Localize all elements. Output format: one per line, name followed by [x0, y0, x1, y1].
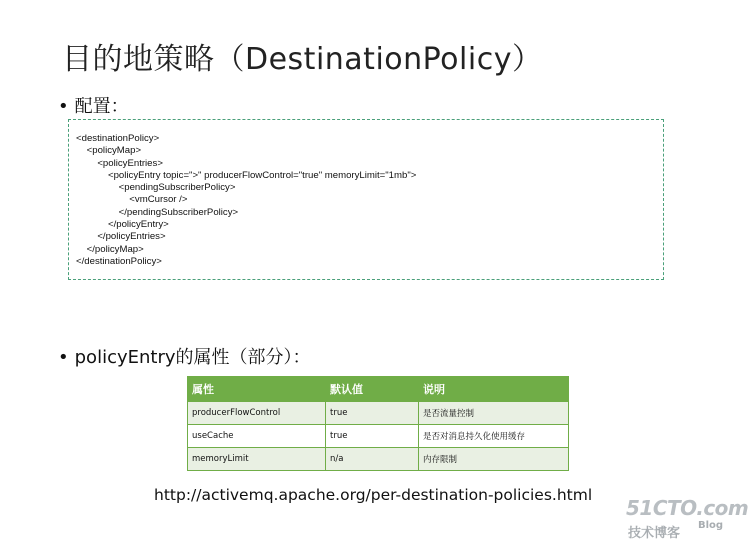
header-attribute: 属性 [188, 377, 326, 402]
table-row [188, 425, 569, 448]
code-content [76, 133, 416, 268]
table-row [188, 402, 569, 425]
code-line: <destinationPolicy> [76, 133, 160, 144]
watermark-blog: Blog [698, 520, 724, 531]
code-line: <policyEntry topic=">" producerFlowControl="true" memoryLimit="1mb"> [76, 169, 417, 181]
table-header-row [188, 377, 569, 402]
cell-attribute: memoryLimit [188, 448, 326, 471]
code-line: </policyEntry> [76, 219, 169, 231]
config-label: 配置： [74, 96, 129, 117]
cell-description: 是否流量控制 [419, 402, 569, 425]
cell-description: 是否对消息持久化使用缓存 [419, 425, 569, 448]
code-block [68, 119, 664, 280]
slide-title: 目的地策略（DestinationPolicy） [62, 42, 543, 77]
watermark-sub: 技术博客 [628, 526, 681, 541]
reference-url: http://activemq.apache.org/per-destination-policies.html [154, 486, 593, 504]
watermark-logo [626, 496, 748, 544]
cell-default: true [326, 425, 419, 448]
code-line: </destinationPolicy> [76, 255, 162, 267]
code-line: </policyEntries> [76, 231, 166, 243]
code-line: <policyMap> [76, 145, 142, 157]
cell-default: true [326, 402, 419, 425]
cell-description: 内存限制 [419, 448, 569, 471]
bullet-dot: • [58, 347, 69, 368]
table-row [188, 448, 569, 471]
header-description: 说明 [419, 377, 569, 402]
code-line: </policyMap> [76, 243, 144, 255]
bullet-dot: • [58, 96, 69, 117]
header-default: 默认值 [326, 377, 419, 402]
code-line: </pendingSubscriberPolicy> [76, 206, 239, 218]
code-line: <vmCursor /> [76, 194, 188, 206]
cell-attribute: useCache [188, 425, 326, 448]
attrs-label: policyEntry的属性（部分）： [74, 347, 311, 368]
watermark-main: 51CTO.com [626, 496, 748, 520]
config-bullet [58, 92, 129, 118]
code-line: <policyEntries> [76, 157, 163, 169]
attributes-table [187, 376, 569, 471]
code-line: <pendingSubscriberPolicy> [76, 182, 236, 194]
attrs-bullet [58, 343, 311, 369]
cell-default: n/a [326, 448, 419, 471]
cell-attribute: producerFlowControl [188, 402, 326, 425]
